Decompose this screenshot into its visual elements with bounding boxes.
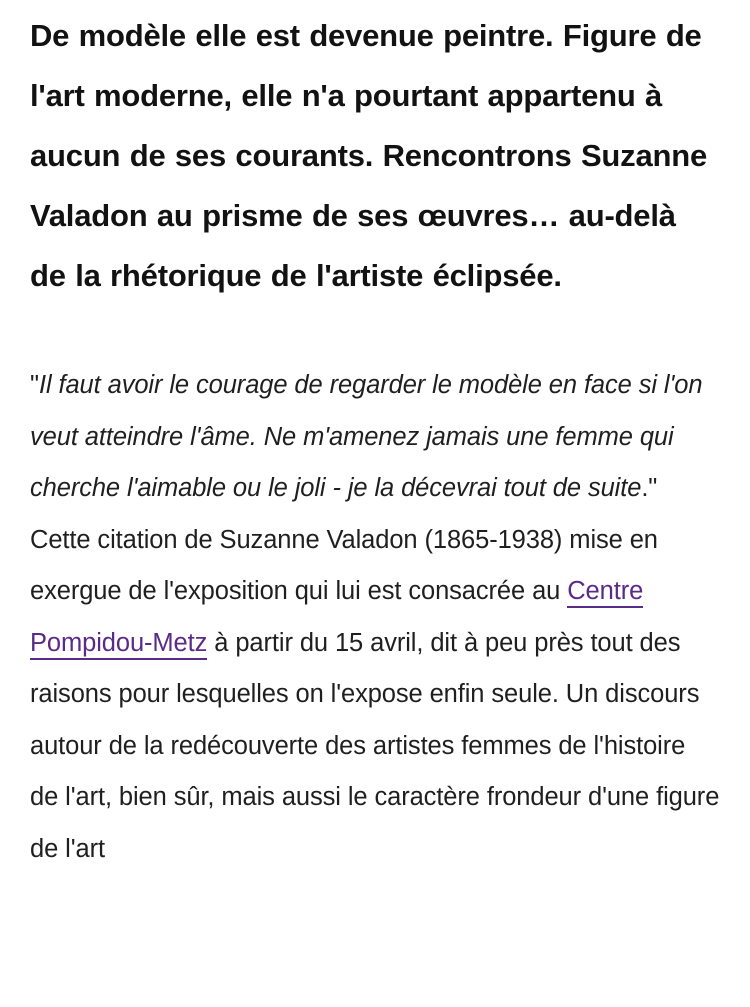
centre-pompidou-metz-link[interactable]: Centre Pompidou-Metz — [30, 577, 643, 660]
article-lede: De modèle elle est devenue peintre. Figure de l'art moderne, elle n'a pourtant appartenu à aucun de ses courants. Rencontrons Suzanne Valadon au prisme de ses œuvres… au-delà de la rhétorique de l'artiste éclipsée. — [30, 18, 708, 293]
quote-open-mark: " — [30, 371, 39, 399]
article-body-paragraph — [30, 360, 720, 875]
valadon-quote-italic: Il faut avoir le courage de regarder le modèle en face si l'on veut atteindre l'âme. Ne m'amenez jamais une femme qui cherche l'aimable ou le joli - je la décevrai tout de suite — [30, 371, 703, 502]
paragraph-after-quote: ." Cette citation de Suzanne Valadon (1865-1938) mise en exergue de l'exposition qui lui est consacrée au — [30, 474, 658, 605]
paragraph-after-link: à partir du 15 avril, dit à peu près tout des raisons pour lesquelles on l'expose enfin seule. Un discours autour de la redécouverte des artistes femmes de l'histoire de l'art, bien sûr, mais aussi le caractère frondeur d'une figure de l'art — [30, 628, 720, 863]
lede-body-spacer — [30, 306, 720, 360]
